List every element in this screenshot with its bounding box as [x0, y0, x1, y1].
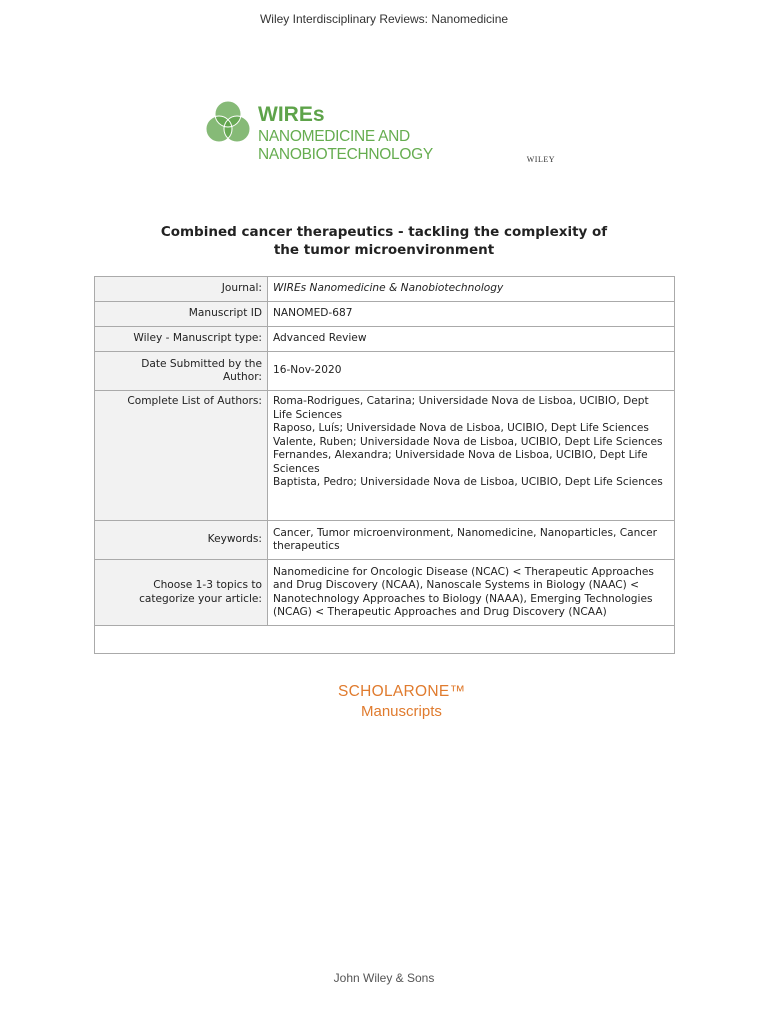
row-manuscript-type: [95, 327, 675, 352]
row-journal: [95, 277, 675, 302]
manuscript-type-value: Advanced Review: [268, 327, 675, 352]
date-submitted-label: [95, 352, 268, 391]
row-empty: [95, 626, 675, 654]
keywords-value: Cancer, Tumor microenvironment, Nanomedicine, Nanoparticles, Cancer therapeutics: [268, 521, 675, 560]
author-entry: Valente, Ruben; Universidade Nova de Lisboa, UCIBIO, Dept Life Sciences: [273, 435, 663, 448]
topics-label: [95, 560, 268, 626]
scholarone-logo: [338, 683, 498, 723]
article-title-line-1: Combined cancer therapeutics - tackling the complexity of: [160, 224, 608, 240]
authors-value: [268, 391, 675, 521]
authors-label: Complete List of Authors:: [95, 391, 268, 521]
manuscript-type-label: Wiley - Manuscript type:: [95, 327, 268, 352]
manuscript-metadata-table: [94, 276, 675, 654]
topics-value: Nanomedicine for Oncologic Disease (NCAC) < Therapeutic Approaches and Drug Discovery (NCAA), Nanoscale Systems in Biology (NAAC) < Nanotechnology Approaches to Biology (NAAA), Emerging Technologies (NCAG) < Therapeutic Approaches and Drug Discovery (NCAA): [268, 560, 675, 626]
scholarone-line-1: SCHOLARONE™: [338, 683, 466, 700]
journal-label: Journal:: [95, 277, 268, 302]
scholarone-line-2: Manuscripts: [361, 703, 442, 720]
author-entry: Baptista, Pedro; Universidade Nova de Lisboa, UCIBIO, Dept Life Sciences: [273, 476, 663, 488]
logo-brand: WIREs: [258, 103, 325, 126]
date-submitted-value: 16-Nov-2020: [268, 352, 675, 391]
running-head: Wiley Interdisciplinary Reviews: Nanomedicine: [259, 12, 509, 26]
manuscript-id-value: NANOMED-687: [268, 302, 675, 327]
author-entry: Roma-Rodrigues, Catarina; Universidade Nova de Lisboa, UCIBIO, Dept Life Sciences: [273, 395, 649, 421]
row-keywords: [95, 521, 675, 560]
keywords-label: Keywords:: [95, 521, 268, 560]
footer-publisher: John Wiley & Sons: [333, 971, 435, 985]
topics-label-line-2: categorize your article:: [139, 592, 262, 605]
row-topics: [95, 560, 675, 626]
row-authors: [95, 391, 675, 521]
journal-value: WIREs Nanomedicine & Nanobiotechnology: [268, 277, 675, 302]
author-entry: Fernandes, Alexandra; Universidade Nova de Lisboa, UCIBIO, Dept Life Sciences: [273, 449, 648, 475]
logo-tagline: NANOMEDICINE AND NANOBIOTECHNOLOGY: [258, 128, 433, 163]
logo-publisher: WILEY: [526, 155, 555, 164]
row-date-submitted: [95, 352, 675, 391]
topics-label-line-1: Choose 1-3 topics to: [153, 579, 262, 591]
article-title-line-2: the tumor microenvironment: [273, 242, 495, 258]
wires-logo: [205, 100, 575, 170]
wires-circles-icon: [205, 100, 251, 146]
manuscript-id-label: Manuscript ID: [95, 302, 268, 327]
date-label-line-1: Date Submitted by the: [141, 357, 262, 370]
author-entry: Raposo, Luís; Universidade Nova de Lisboa, UCIBIO, Dept Life Sciences: [273, 422, 649, 434]
article-title: [0, 223, 768, 259]
empty-cell: [95, 626, 675, 654]
date-label-line-2: Author:: [222, 371, 262, 383]
row-manuscript-id: [95, 302, 675, 327]
